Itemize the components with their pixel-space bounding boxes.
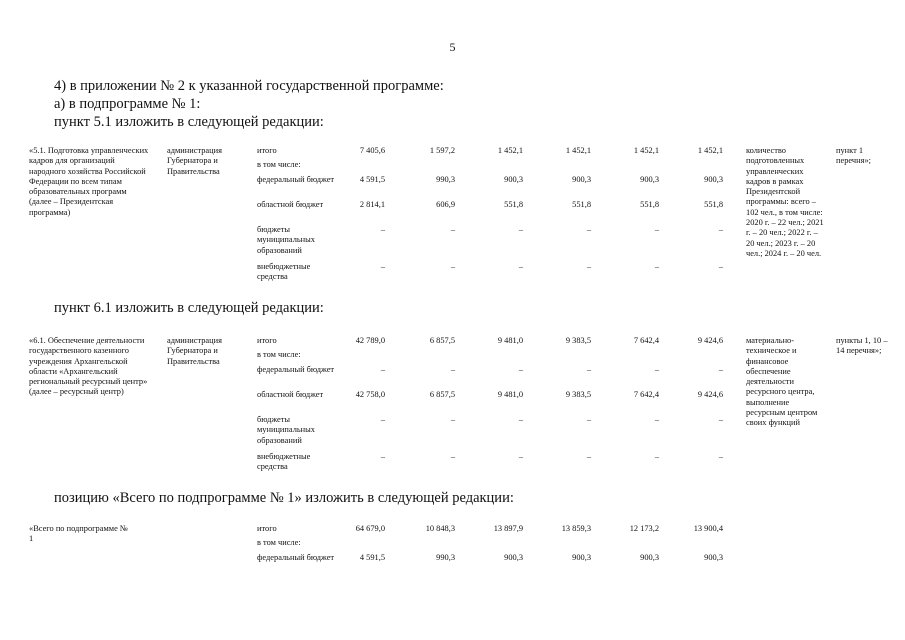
value-cell: 4 591,5 [359,175,385,184]
value-cell: – [586,415,591,424]
value-cell: 7 405,6 [359,146,385,155]
value-cell: – [380,225,385,234]
executor-cell: администрация Губернатора и Правительства [167,146,222,176]
value-cell: 9 481,0 [497,390,523,399]
row-label: областной бюджет [257,390,324,399]
program-item-name: «6.1. Обеспечение деятельности государственного казенного учреждения Архангельской области «Архангельский региональный ресурсный центр» (далее – ресурсный центр) [29,336,148,397]
indicator-cell: материально-техническое и финансовое обеспечение деятельности ресурсного центра, выполнение ресурсным центром своих функций [746,336,818,428]
value-cell: 13 859,3 [561,524,591,533]
value-cell: – [450,365,455,374]
value-cell: – [518,262,523,271]
program-item-name: «5.1. Подготовка управленческих кадров для организаций народного хозяйства Российской Федерации по всем типам образовательных программ (далее – Президентская программа) [29,146,149,217]
value-cell: 12 173,2 [629,524,659,533]
value-cell: 64 679,0 [355,524,385,533]
row-label: областной бюджет [257,200,324,209]
value-cell: 606,9 [436,200,455,209]
value-cell: – [450,452,455,461]
value-cell: 13 897,9 [493,524,523,533]
value-cell: – [380,365,385,374]
value-cell: – [518,225,523,234]
value-cell: – [586,365,591,374]
value-cell: 9 383,5 [565,390,591,399]
value-cell: 900,3 [704,553,723,562]
value-cell: 1 452,1 [565,146,591,155]
value-cell: 9 424,6 [697,336,723,345]
value-cell: 13 900,4 [693,524,723,533]
row-label: федеральный бюджет [257,175,335,184]
value-cell: 42 758,0 [355,390,385,399]
value-cell: 900,3 [572,553,591,562]
intro-line-1: 4) в приложении № 2 к указанной государственной программе: [54,78,444,94]
intro-line-2: а) в подпрограмме № 1: [54,96,201,112]
value-cell: – [654,262,659,271]
value-cell: 551,8 [640,200,659,209]
heading-total: позицию «Всего по подпрограмме № 1» изложить в следующей редакции: [54,490,514,506]
value-cell: 900,3 [640,175,659,184]
value-cell: – [380,262,385,271]
value-cell: – [718,452,723,461]
value-cell: 551,8 [572,200,591,209]
value-cell: 990,3 [436,175,455,184]
value-cell: 7 642,4 [633,336,659,345]
value-cell: 9 383,5 [565,336,591,345]
value-cell: – [380,452,385,461]
row-label: в том числе: [257,160,301,169]
value-cell: – [718,225,723,234]
value-cell: – [586,225,591,234]
row-label: в том числе: [257,350,301,359]
heading-5-1: пункт 5.1 изложить в следующей редакции: [54,114,324,130]
value-cell: – [586,452,591,461]
value-cell: – [654,452,659,461]
row-label: в том числе: [257,538,301,547]
value-cell: 900,3 [504,175,523,184]
value-cell: 1 597,2 [429,146,455,155]
row-label: итого [257,524,277,533]
value-cell: – [518,415,523,424]
value-cell: 1 452,1 [633,146,659,155]
row-label: внебюджетные средства [257,262,311,282]
program-item-name: «Всего по подпрограмме № 1 [29,524,128,544]
value-cell: – [518,452,523,461]
value-cell: 42 789,0 [355,336,385,345]
value-cell: 2 814,1 [359,200,385,209]
reference-cell: пункт 1 перечня»; [836,146,871,166]
executor-cell: администрация Губернатора и Правительства [167,336,222,366]
value-cell: 6 857,5 [429,390,455,399]
value-cell: 551,8 [504,200,523,209]
value-cell: – [654,225,659,234]
value-cell: – [380,415,385,424]
value-cell: – [450,225,455,234]
value-cell: – [586,262,591,271]
reference-cell: пункты 1, 10 – 14 перечня»; [836,336,888,356]
value-cell: 7 642,4 [633,390,659,399]
value-cell: – [654,365,659,374]
value-cell: 1 452,1 [697,146,723,155]
value-cell: 9 481,0 [497,336,523,345]
value-cell: – [718,415,723,424]
value-cell: 900,3 [504,553,523,562]
row-label: федеральный бюджет [257,365,335,374]
heading-6-1: пункт 6.1 изложить в следующей редакции: [54,300,324,316]
value-cell: 1 452,1 [497,146,523,155]
value-cell: 4 591,5 [359,553,385,562]
value-cell: 900,3 [704,175,723,184]
value-cell: – [718,262,723,271]
value-cell: 900,3 [640,553,659,562]
value-cell: 900,3 [572,175,591,184]
value-cell: 6 857,5 [429,336,455,345]
page-number: 5 [449,40,456,54]
value-cell: – [450,262,455,271]
row-label: бюджеты муниципальных образований [257,415,315,445]
value-cell: – [654,415,659,424]
value-cell: 10 848,3 [425,524,455,533]
value-cell: 9 424,6 [697,390,723,399]
row-label: итого [257,146,277,155]
value-cell: – [718,365,723,374]
row-label: внебюджетные средства [257,452,311,472]
row-label: итого [257,336,277,345]
value-cell: 551,8 [704,200,723,209]
indicator-cell: количество подготовленных управленческих кадров в рамках Президентской программы: всего – 102 чел., в том числе: 2020 г. – 22 чел.; 2021 г. – 20 чел.; 2022 г. – 20 чел.; 2023 г. – 20 чел.; 2024 г. – 20 чел. [746,146,824,258]
row-label: бюджеты муниципальных образований [257,225,315,255]
value-cell: 990,3 [436,553,455,562]
value-cell: – [450,415,455,424]
row-label: федеральный бюджет [257,553,335,562]
value-cell: – [518,365,523,374]
